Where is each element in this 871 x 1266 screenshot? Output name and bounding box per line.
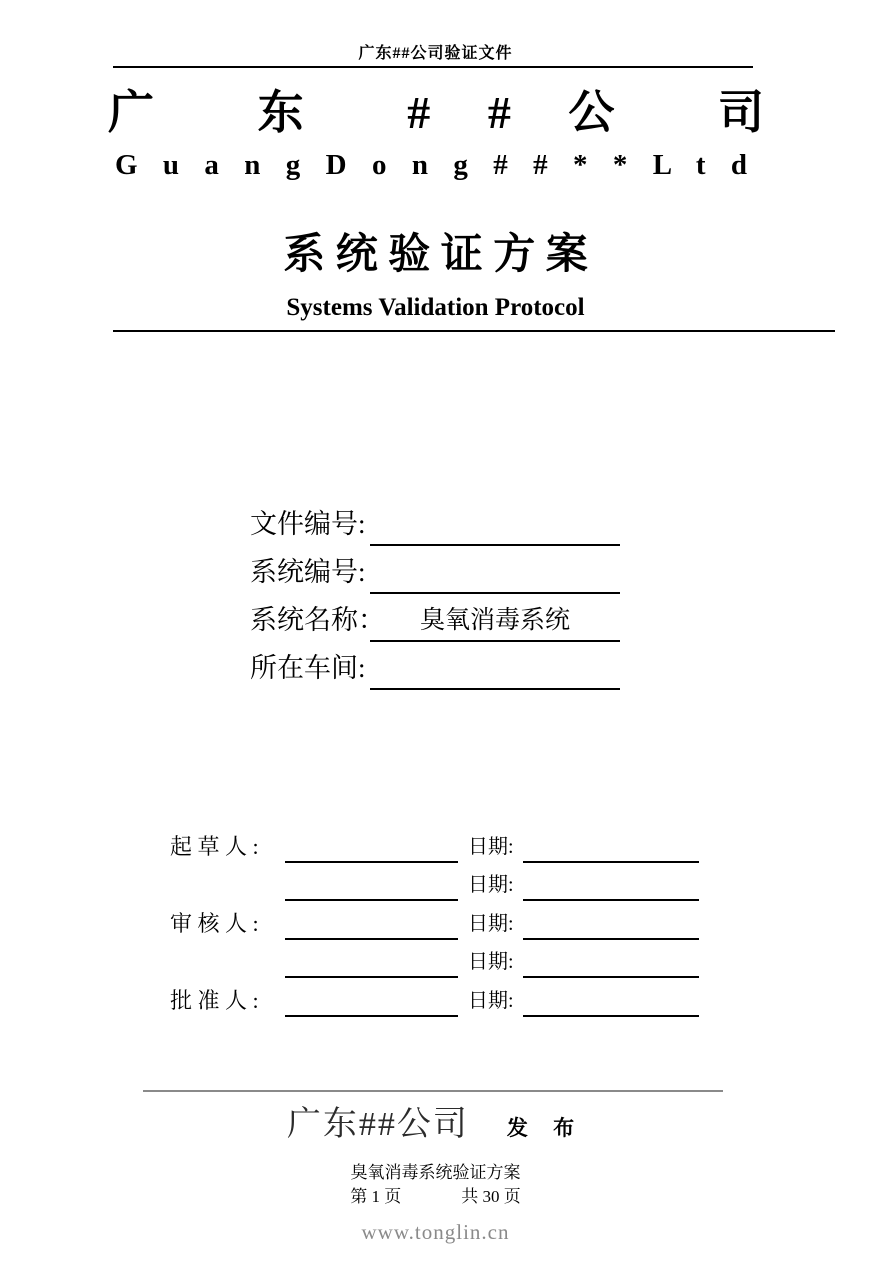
header-rule [113, 66, 753, 68]
reviewer-1-date-line [523, 864, 699, 901]
document-info-fields [250, 498, 620, 690]
footer-doc-name: 臭氧消毒系统验证方案 [350, 1163, 521, 1182]
field-label-system-name: 系统名称： [250, 605, 385, 635]
document-title-cn: 系 统 验 证 方 案 [283, 232, 588, 278]
drafter-signature-line [285, 826, 458, 863]
approver-date-line [523, 980, 699, 1017]
field-label-workshop: 所在车间: [250, 653, 366, 683]
total-pages: 共 30 页 [461, 1187, 521, 1206]
field-row-doc-number [250, 498, 620, 546]
page-info [0, 1182, 871, 1207]
reviewer-signature-line [285, 903, 458, 940]
signature-block [170, 824, 699, 1017]
document-title-en: Systems Validation Protocol [286, 294, 585, 321]
approver-label: 批 准 人 : [170, 987, 259, 1013]
field-value-workshop [370, 644, 620, 690]
drafter-date-line [523, 826, 699, 863]
date-label: 日期: [468, 835, 514, 858]
approver-signature-line [285, 980, 458, 1017]
field-row-system-number [250, 546, 620, 594]
issuer-name: 广东##公司 [286, 1106, 469, 1143]
reviewer-2-signature-line [285, 941, 458, 978]
issue-label: 发 布 [506, 1116, 585, 1140]
field-label-system-number: 系统编号: [250, 557, 366, 587]
field-row-system-name [250, 594, 620, 642]
title-rule [113, 330, 835, 332]
field-value-system-number [370, 548, 620, 594]
signature-row-reviewer-1 [170, 863, 699, 902]
watermark-url: www.tonglin.cn [361, 1220, 510, 1244]
signature-row-reviewer-2 [170, 940, 699, 979]
footer-rule [143, 1090, 723, 1092]
reviewer-date-line [523, 903, 699, 940]
date-label: 日期: [468, 951, 514, 973]
field-value-system-name: 臭氧消毒系统 [370, 596, 620, 642]
drafter-label: 起 草 人 : [170, 833, 259, 859]
field-label-doc-number: 文件编号: [250, 509, 366, 539]
field-value-doc-number [370, 500, 620, 546]
header-doc-type: 广东##公司验证文件 [358, 45, 513, 62]
reviewer-2-date-line [523, 941, 699, 978]
signature-row-reviewer [170, 901, 699, 940]
signature-row-approver [170, 978, 699, 1017]
date-label: 日期: [468, 912, 514, 935]
company-name-cn: 广 东 # # 公 司 [108, 87, 764, 138]
current-page: 第 1 页 [350, 1187, 402, 1206]
date-label: 日期: [468, 874, 514, 896]
reviewer-1-signature-line [285, 864, 458, 901]
date-label: 日期: [468, 989, 514, 1012]
reviewer-label: 审 核 人 : [170, 910, 259, 936]
field-row-workshop [250, 642, 620, 690]
issue-line [0, 1096, 871, 1145]
company-name-en: G u a n g D o n g # # * * L t d [115, 149, 747, 181]
signature-row-drafter [170, 824, 699, 863]
